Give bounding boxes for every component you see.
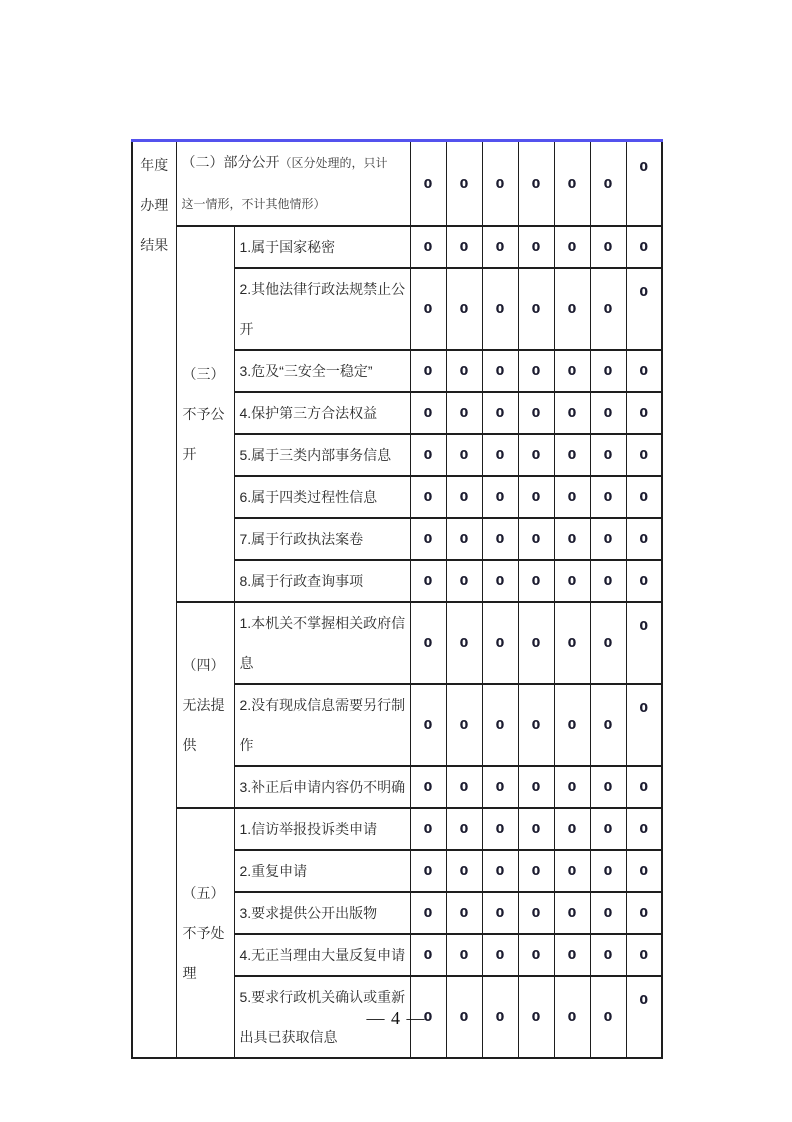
value-text: 0 <box>567 405 577 420</box>
value-text: 0 <box>603 301 613 316</box>
row-label-cell <box>234 392 410 434</box>
value-text: 0 <box>603 947 613 962</box>
value-cell <box>554 766 590 808</box>
value-text: 0 <box>459 905 469 920</box>
value-text: 0 <box>459 947 469 962</box>
value-text: 0 <box>531 447 541 462</box>
value-cell <box>410 560 446 602</box>
value-cell <box>626 892 662 934</box>
value-cell <box>410 350 446 392</box>
value-cell <box>554 350 590 392</box>
value-text: 0 <box>603 635 613 650</box>
value-cell <box>590 434 626 476</box>
value-text: 0 <box>531 531 541 546</box>
value-text: 0 <box>459 1009 469 1024</box>
value-cell <box>518 268 554 350</box>
value-cell <box>626 434 662 476</box>
value-cell <box>626 476 662 518</box>
value-cell <box>446 850 482 892</box>
value-text: 0 <box>567 301 577 316</box>
row-label-cell <box>234 350 410 392</box>
value-cell <box>590 850 626 892</box>
value-text: 0 <box>567 447 577 462</box>
value-text: 0 <box>603 175 613 191</box>
value-cell <box>410 602 446 684</box>
value-cell <box>626 934 662 976</box>
value-cell <box>518 226 554 268</box>
value-cell <box>410 892 446 934</box>
value-cell <box>410 518 446 560</box>
row-label-text: 4.保护第三方合法权益 <box>239 404 378 421</box>
value-cell <box>626 392 662 434</box>
value-cell <box>590 684 626 766</box>
value-text: 0 <box>423 301 433 316</box>
value-text: 0 <box>639 863 649 878</box>
value-text: 0 <box>531 301 541 316</box>
value-text: 0 <box>531 405 541 420</box>
value-cell <box>410 434 446 476</box>
value-cell <box>518 934 554 976</box>
value-text: 0 <box>495 531 505 546</box>
row-label-cell <box>234 684 410 766</box>
row-label-text: （二）部分公开 <box>181 154 280 171</box>
value-cell <box>554 684 590 766</box>
value-text: 0 <box>459 405 469 420</box>
value-cell <box>590 892 626 934</box>
row-label-text: 8.属于行政查询事项 <box>239 572 364 589</box>
value-text: 0 <box>639 158 649 174</box>
value-text: 0 <box>459 573 469 588</box>
value-cell <box>590 518 626 560</box>
row-label-cell <box>234 850 410 892</box>
value-text: 0 <box>495 175 505 191</box>
row-header-cell: 年度办理结果 <box>132 141 176 1058</box>
value-cell <box>518 602 554 684</box>
value-cell <box>590 268 626 350</box>
value-cell <box>446 560 482 602</box>
value-text: 0 <box>423 821 433 836</box>
value-cell <box>626 226 662 268</box>
row-label-cell <box>234 892 410 934</box>
value-text: 0 <box>639 489 649 504</box>
value-text: 0 <box>639 700 649 715</box>
value-text: 0 <box>531 239 541 254</box>
value-text: 0 <box>567 175 577 191</box>
value-cell <box>482 392 518 434</box>
row-label-note: （区分处理的，只计这一情形，不计其他情形） <box>181 156 388 212</box>
value-cell <box>482 268 518 350</box>
table-row <box>132 808 662 850</box>
value-cell <box>554 934 590 976</box>
value-cell <box>446 434 482 476</box>
value-cell <box>590 808 626 850</box>
value-cell <box>410 141 446 226</box>
table-row <box>132 226 662 268</box>
value-text: 0 <box>423 779 433 794</box>
value-cell <box>410 226 446 268</box>
value-text: 0 <box>423 573 433 588</box>
value-cell <box>446 350 482 392</box>
value-cell <box>482 350 518 392</box>
value-text: 0 <box>639 779 649 794</box>
value-cell <box>482 434 518 476</box>
row-label-text: 7.属于行政执法案卷 <box>239 530 364 547</box>
value-text: 0 <box>423 239 433 254</box>
value-cell <box>626 141 662 226</box>
value-text: 0 <box>639 239 649 254</box>
value-cell <box>518 850 554 892</box>
value-text: 0 <box>459 363 469 378</box>
value-cell <box>410 684 446 766</box>
value-text: 0 <box>603 1009 613 1024</box>
value-cell <box>410 392 446 434</box>
value-text: 0 <box>531 1009 541 1024</box>
row-label-cell <box>234 602 410 684</box>
value-text: 0 <box>459 301 469 316</box>
row-label-text: 2.其他法律行政法规禁止公开 <box>239 280 406 337</box>
value-cell <box>482 892 518 934</box>
value-cell <box>482 141 518 226</box>
value-text: 0 <box>423 489 433 504</box>
value-text: 0 <box>603 239 613 254</box>
value-cell <box>590 476 626 518</box>
value-text: 0 <box>459 863 469 878</box>
value-text: 0 <box>459 821 469 836</box>
value-text: 0 <box>423 405 433 420</box>
row-label-text: 5.属于三类内部事务信息 <box>239 446 392 463</box>
value-text: 0 <box>459 531 469 546</box>
value-cell <box>446 892 482 934</box>
value-text: 0 <box>531 363 541 378</box>
value-text: 0 <box>495 717 505 732</box>
value-text: 0 <box>531 863 541 878</box>
value-text: 0 <box>567 947 577 962</box>
value-cell <box>590 934 626 976</box>
value-cell <box>518 350 554 392</box>
value-text: 0 <box>531 717 541 732</box>
value-text: 0 <box>567 1009 577 1024</box>
value-text: 0 <box>603 863 613 878</box>
value-cell <box>482 766 518 808</box>
value-text: 0 <box>459 447 469 462</box>
value-text: 0 <box>531 573 541 588</box>
value-text: 0 <box>459 779 469 794</box>
value-cell <box>410 476 446 518</box>
value-text: 0 <box>531 821 541 836</box>
value-text: 0 <box>603 363 613 378</box>
value-text: 0 <box>495 573 505 588</box>
value-text: 0 <box>495 489 505 504</box>
value-cell <box>482 476 518 518</box>
value-text: 0 <box>531 635 541 650</box>
value-cell <box>626 560 662 602</box>
value-cell <box>590 141 626 226</box>
value-cell <box>590 226 626 268</box>
value-text: 0 <box>459 175 469 191</box>
value-text: 0 <box>423 447 433 462</box>
value-text: 0 <box>495 863 505 878</box>
value-text: 0 <box>495 405 505 420</box>
value-cell <box>590 766 626 808</box>
value-cell <box>482 518 518 560</box>
value-text: 0 <box>423 717 433 732</box>
value-cell <box>554 850 590 892</box>
value-text: 0 <box>495 905 505 920</box>
value-text: 0 <box>459 717 469 732</box>
value-text: 0 <box>639 284 649 299</box>
value-cell <box>590 350 626 392</box>
value-cell <box>482 226 518 268</box>
value-text: 0 <box>603 821 613 836</box>
value-text: 0 <box>567 821 577 836</box>
value-text: 0 <box>531 489 541 504</box>
value-text: 0 <box>495 301 505 316</box>
row-label-cell <box>176 141 410 226</box>
value-cell <box>518 392 554 434</box>
value-cell <box>554 434 590 476</box>
value-cell <box>590 602 626 684</box>
value-text: 0 <box>495 239 505 254</box>
value-text: 0 <box>639 405 649 420</box>
value-cell <box>626 808 662 850</box>
value-text: 0 <box>495 363 505 378</box>
value-cell <box>626 350 662 392</box>
value-cell <box>626 268 662 350</box>
value-text: 0 <box>639 905 649 920</box>
value-cell <box>518 141 554 226</box>
value-text: 0 <box>603 531 613 546</box>
value-text: 0 <box>423 363 433 378</box>
value-cell <box>554 226 590 268</box>
value-text: 0 <box>639 821 649 836</box>
row-label-cell <box>234 518 410 560</box>
value-cell <box>446 476 482 518</box>
value-cell <box>626 518 662 560</box>
table-row <box>132 602 662 684</box>
group-label-cell: （五）不予处理 <box>176 808 234 1058</box>
value-cell <box>554 476 590 518</box>
value-text: 0 <box>531 779 541 794</box>
value-cell <box>518 892 554 934</box>
value-text: 0 <box>423 175 433 191</box>
value-cell <box>446 141 482 226</box>
value-cell <box>446 392 482 434</box>
value-text: 0 <box>459 635 469 650</box>
value-cell <box>410 850 446 892</box>
value-cell <box>446 226 482 268</box>
row-label-cell <box>234 434 410 476</box>
row-label-cell <box>234 934 410 976</box>
value-text: 0 <box>423 947 433 962</box>
value-cell <box>590 392 626 434</box>
value-cell <box>446 934 482 976</box>
value-text: 0 <box>603 779 613 794</box>
value-text: 0 <box>495 1009 505 1024</box>
value-cell <box>446 518 482 560</box>
value-text: 0 <box>567 635 577 650</box>
value-text: 0 <box>495 635 505 650</box>
value-cell <box>482 684 518 766</box>
value-text: 0 <box>603 447 613 462</box>
value-text: 0 <box>639 531 649 546</box>
row-label-text: 2.重复申请 <box>239 862 308 879</box>
row-label-cell <box>234 476 410 518</box>
value-cell <box>518 476 554 518</box>
value-text: 0 <box>423 531 433 546</box>
value-text: 0 <box>423 863 433 878</box>
value-text: 0 <box>495 779 505 794</box>
value-text: 0 <box>567 779 577 794</box>
row-label-text: 5.要求行政机关确认或重新出具已获取信息 <box>239 988 406 1045</box>
row-label-text: 2.没有现成信息需要另行制作 <box>239 696 406 753</box>
value-cell <box>518 766 554 808</box>
value-cell <box>554 518 590 560</box>
value-cell <box>410 268 446 350</box>
row-label-cell <box>234 766 410 808</box>
row-label-cell <box>234 268 410 350</box>
value-cell <box>626 850 662 892</box>
value-text: 0 <box>639 947 649 962</box>
value-text: 0 <box>639 363 649 378</box>
value-text: 0 <box>639 573 649 588</box>
row-label-text: 6.属于四类过程性信息 <box>239 488 378 505</box>
row-label-cell <box>234 808 410 850</box>
value-cell <box>482 850 518 892</box>
value-cell <box>446 766 482 808</box>
row-label-text: 1.本机关不掌握相关政府信息 <box>239 614 406 671</box>
row-label-text: 4.无正当理由大量反复申请 <box>239 946 406 963</box>
value-text: 0 <box>567 905 577 920</box>
value-text: 0 <box>639 992 649 1007</box>
value-cell <box>446 808 482 850</box>
value-text: 0 <box>423 905 433 920</box>
value-cell <box>554 892 590 934</box>
value-text: 0 <box>603 573 613 588</box>
row-label-text: 1.属于国家秘密 <box>239 238 336 255</box>
value-cell <box>554 808 590 850</box>
row-label-text: 3.要求提供公开出版物 <box>239 904 378 921</box>
value-text: 0 <box>495 947 505 962</box>
value-cell <box>554 602 590 684</box>
value-cell <box>446 684 482 766</box>
page-number: — 4 — <box>366 1008 426 1028</box>
value-cell <box>482 934 518 976</box>
value-text: 0 <box>603 717 613 732</box>
value-text: 0 <box>639 618 649 633</box>
value-cell <box>410 766 446 808</box>
value-text: 0 <box>423 1009 433 1024</box>
row-label-text: 1.信访举报投诉类申请 <box>239 820 378 837</box>
table-body <box>132 141 662 1058</box>
value-cell <box>482 808 518 850</box>
row-label-cell <box>234 560 410 602</box>
value-text: 0 <box>459 489 469 504</box>
value-text: 0 <box>531 905 541 920</box>
value-text: 0 <box>603 489 613 504</box>
value-cell <box>446 268 482 350</box>
value-text: 0 <box>567 489 577 504</box>
group-label-cell: （四）无法提供 <box>176 602 234 808</box>
value-cell <box>410 934 446 976</box>
value-cell <box>482 560 518 602</box>
value-text: 0 <box>603 405 613 420</box>
value-text: 0 <box>567 363 577 378</box>
value-text: 0 <box>531 947 541 962</box>
value-cell <box>590 560 626 602</box>
value-cell <box>482 602 518 684</box>
value-cell <box>518 434 554 476</box>
group-label-cell: （三）不予公开 <box>176 226 234 602</box>
value-text: 0 <box>603 905 613 920</box>
value-text: 0 <box>567 573 577 588</box>
value-cell <box>410 808 446 850</box>
value-cell <box>518 808 554 850</box>
value-cell <box>554 560 590 602</box>
value-cell <box>626 766 662 808</box>
value-cell <box>554 392 590 434</box>
value-text: 0 <box>567 717 577 732</box>
value-cell <box>518 684 554 766</box>
row-label-cell <box>234 226 410 268</box>
value-cell <box>446 602 482 684</box>
value-text: 0 <box>567 531 577 546</box>
value-text: 0 <box>495 821 505 836</box>
table-row <box>132 141 662 226</box>
row-label-text: 3.补正后申请内容仍不明确 <box>239 778 406 795</box>
value-cell <box>554 268 590 350</box>
value-text: 0 <box>567 863 577 878</box>
value-cell <box>554 141 590 226</box>
value-text: 0 <box>639 447 649 462</box>
value-text: 0 <box>459 239 469 254</box>
annual-results-table <box>131 139 663 1059</box>
value-text: 0 <box>531 175 541 191</box>
value-text: 0 <box>423 635 433 650</box>
value-text: 0 <box>495 447 505 462</box>
row-label-text: 3.危及“三安全一稳定” <box>239 362 373 379</box>
value-cell <box>518 560 554 602</box>
value-cell <box>626 684 662 766</box>
value-text: 0 <box>567 239 577 254</box>
value-cell <box>518 518 554 560</box>
value-cell <box>626 602 662 684</box>
